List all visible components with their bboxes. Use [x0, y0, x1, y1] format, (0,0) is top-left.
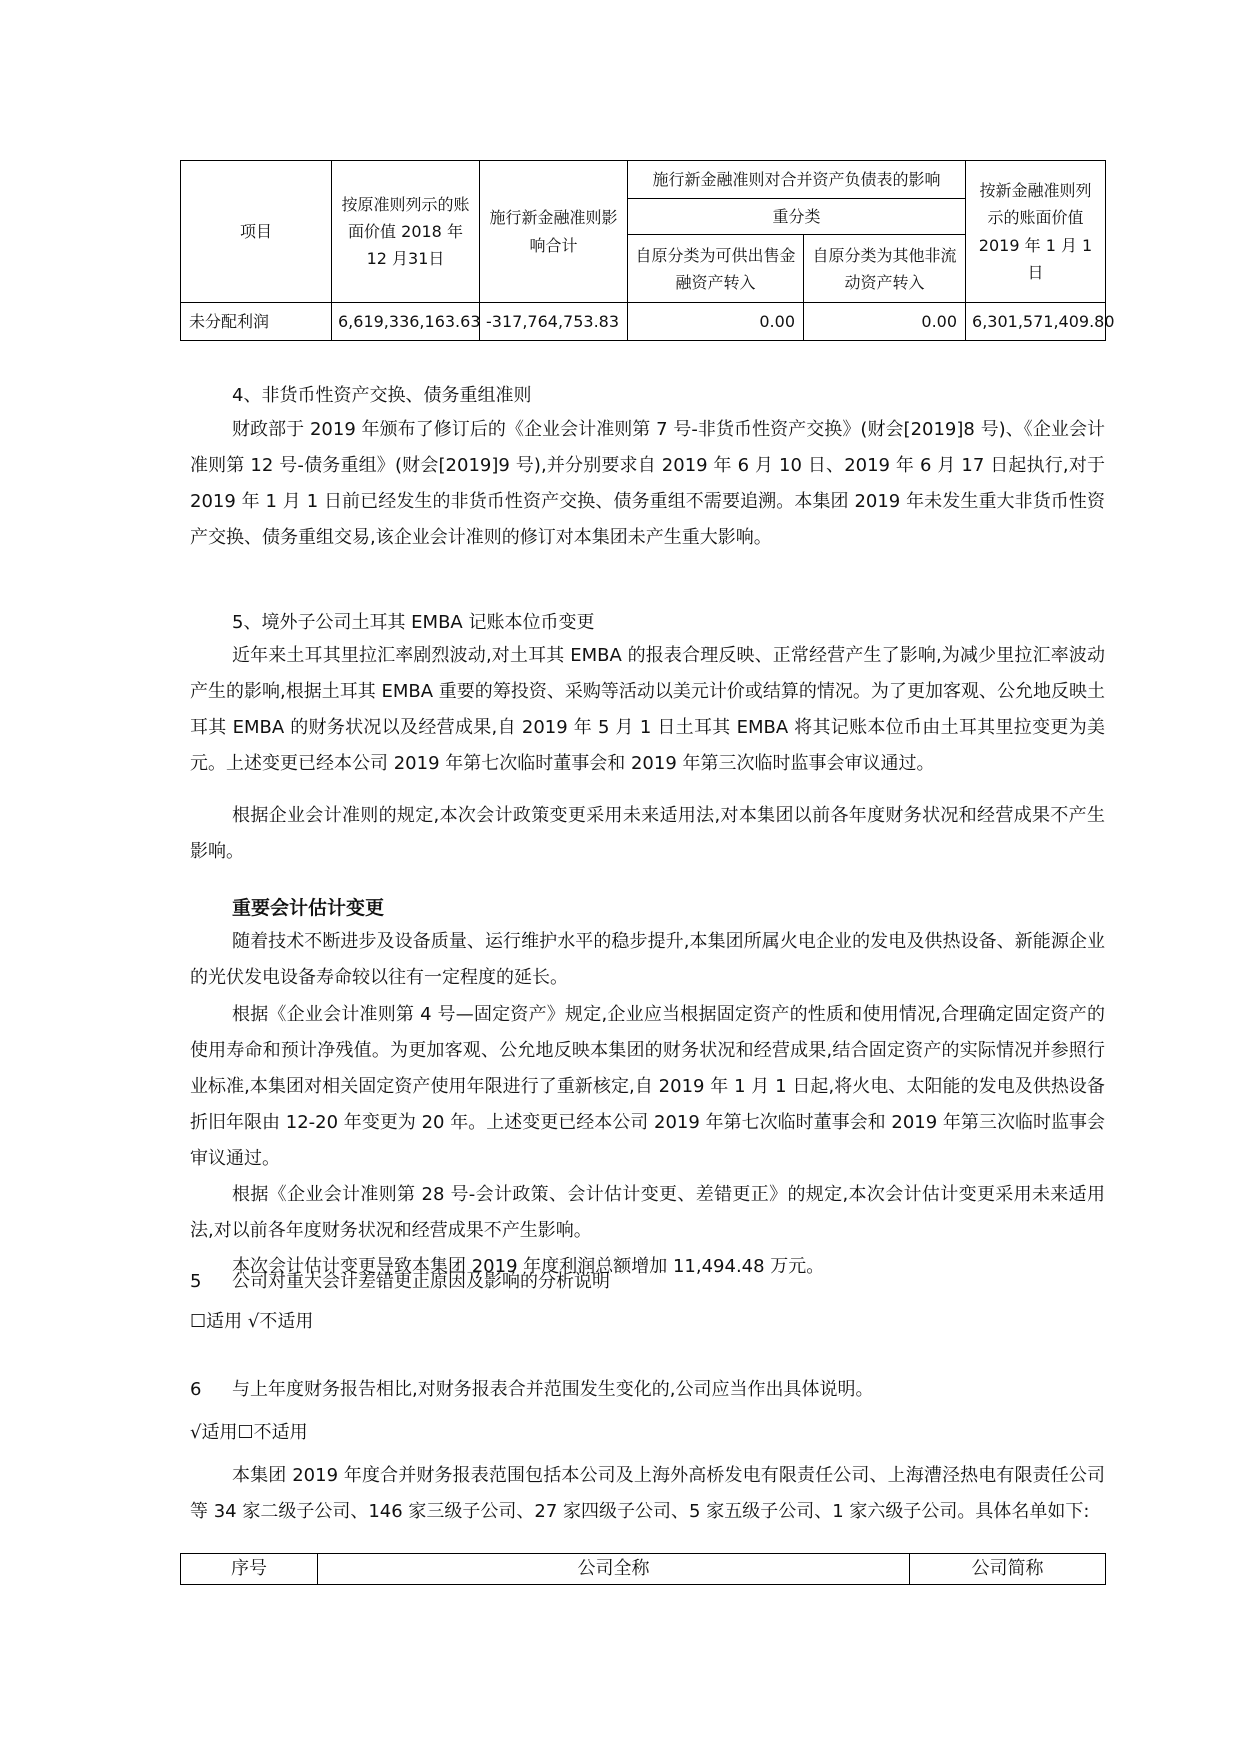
header-item: 项目: [181, 161, 332, 303]
table-row: [181, 303, 1106, 341]
section4-heading: 4、非货币性资产交换、债务重组准则: [232, 385, 532, 406]
item5-options: ☐适用 √不适用: [190, 1311, 314, 1332]
estimates-p2: 根据《企业会计准则第 4 号—固定资产》规定,企业应当根据固定资产的性质和使用情况,合理确定固定资产的使用寿命和预计净残值。为更加客观、公允地反映本集团的财务状况和经营成果,结合固定资产的实际情况并参照行业标准,本集团对相关固定资产使用年限进行了重新核定,自 2019 年 1 月 1 日起,将火电、太阳能的发电及供热设备折旧年限由 12-20 年变更为 20 年。上述变更已经本公司 2019 年第七次临时董事会和 2019 年第三次临时监事会审议通过。: [190, 1004, 1105, 1169]
item5-text: 公司对重大会计差错更正原因及影响的分析说明: [232, 1271, 610, 1292]
cell-from-other: 0.00: [804, 303, 966, 341]
estimates-p1: 随着技术不断进步及设备质量、运行维护水平的稳步提升,本集团所属火电企业的发电及供热设备、新能源企业的光伏发电设备寿命较以往有一定程度的延长。: [190, 931, 1105, 988]
header-impact-group: 施行新金融准则对合并资产负债表的影响: [628, 161, 966, 199]
header-from-afs: 自原分类为可供出售金融资产转入: [628, 235, 804, 303]
item6-options: √适用☐不适用: [190, 1422, 308, 1443]
cell-new: 6,301,571,409.80: [966, 303, 1106, 341]
header-from-other: 自原分类为其他非流动资产转入: [804, 235, 966, 303]
item6-number: 6: [190, 1379, 202, 1400]
estimates-p4: 本次会计估计变更导致本集团 2019 年度利润总额增加 11,494.48 万元。: [232, 1256, 825, 1277]
header-original-value: 按原准则列示的账面价值 2018 年 12 月31日: [332, 161, 480, 303]
financial-impact-table: [180, 160, 1115, 341]
header-reclass: 重分类: [628, 199, 966, 235]
item6-body: 本集团 2019 年度合并财务报表范围包括本公司及上海外高桥发电有限责任公司、上海漕泾热电有限责任公司等 34 家二级子公司、146 家三级子公司、27 家四级子公司、5 家五级子公司、1 家六级子公司。具体名单如下:: [190, 1465, 1105, 1522]
subsidiary-list-table: [180, 1553, 1106, 1585]
cell-impact-total: -317,764,753.83: [480, 303, 628, 341]
section5-body2: 根据企业会计准则的规定,本次会计政策变更采用未来适用法,对本集团以前各年度财务状况和经营成果不产生影响。: [190, 805, 1105, 862]
section5-heading: 5、境外子公司土耳其 EMBA 记账本位币变更: [232, 612, 595, 633]
estimates-p3: 根据《企业会计准则第 28 号-会计政策、会计估计变更、差错更正》的规定,本次会计估计变更采用未来适用法,对以前各年度财务状况和经营成果不产生影响。: [190, 1184, 1105, 1241]
header-impact-total: 施行新金融准则影响合计: [480, 161, 628, 303]
header-company-name: 公司全称: [318, 1554, 910, 1585]
section5-body1: 近年来土耳其里拉汇率剧烈波动,对土耳其 EMBA 的报表合理反映、正常经营产生了影响,为减少里拉汇率波动产生的影响,根据土耳其 EMBA 重要的筹投资、采购等活动以美元计价或结算的情况。为了更加客观、公允地反映土耳其 EMBA 的财务状况以及经营成果,自 2019 年 5 月 1 日土耳其 EMBA 将其记账本位币由土耳其里拉变更为美元。上述变更已经本公司 2019 年第七次临时董事会和 2019 年第三次临时监事会审议通过。: [190, 645, 1105, 774]
item5-number: 5: [190, 1271, 202, 1292]
section4-body: 财政部于 2019 年颁布了修订后的《企业会计准则第 7 号-非货币性资产交换》(财会[2019]8 号)、《企业会计准则第 12 号-债务重组》(财会[2019]9 号),并分别要求自 2019 年 6 月 10 日、2019 年 6 月 17 日起执行,对于 2019 年 1 月 1 日前已经发生的非货币性资产交换、债务重组不需要追溯。本集团 2019 年未发生重大非货币性资产交换、债务重组交易,该企业会计准则的修订对本集团未产生重大影响。: [190, 419, 1105, 548]
header-company-short: 公司简称: [910, 1554, 1106, 1585]
header-new-value: 按新金融准则列示的账面价值 2019 年 1 月 1 日: [966, 161, 1106, 303]
estimates-heading: 重要会计估计变更: [232, 897, 385, 919]
cell-original: 6,619,336,163.63: [332, 303, 480, 341]
cell-item: 未分配利润: [181, 303, 332, 341]
item6-text: 与上年度财务报告相比,对财务报表合并范围发生变化的,公司应当作出具体说明。: [232, 1379, 874, 1400]
header-seq: 序号: [181, 1554, 318, 1585]
table-header-row: [181, 1554, 1106, 1585]
cell-from-afs: 0.00: [628, 303, 804, 341]
